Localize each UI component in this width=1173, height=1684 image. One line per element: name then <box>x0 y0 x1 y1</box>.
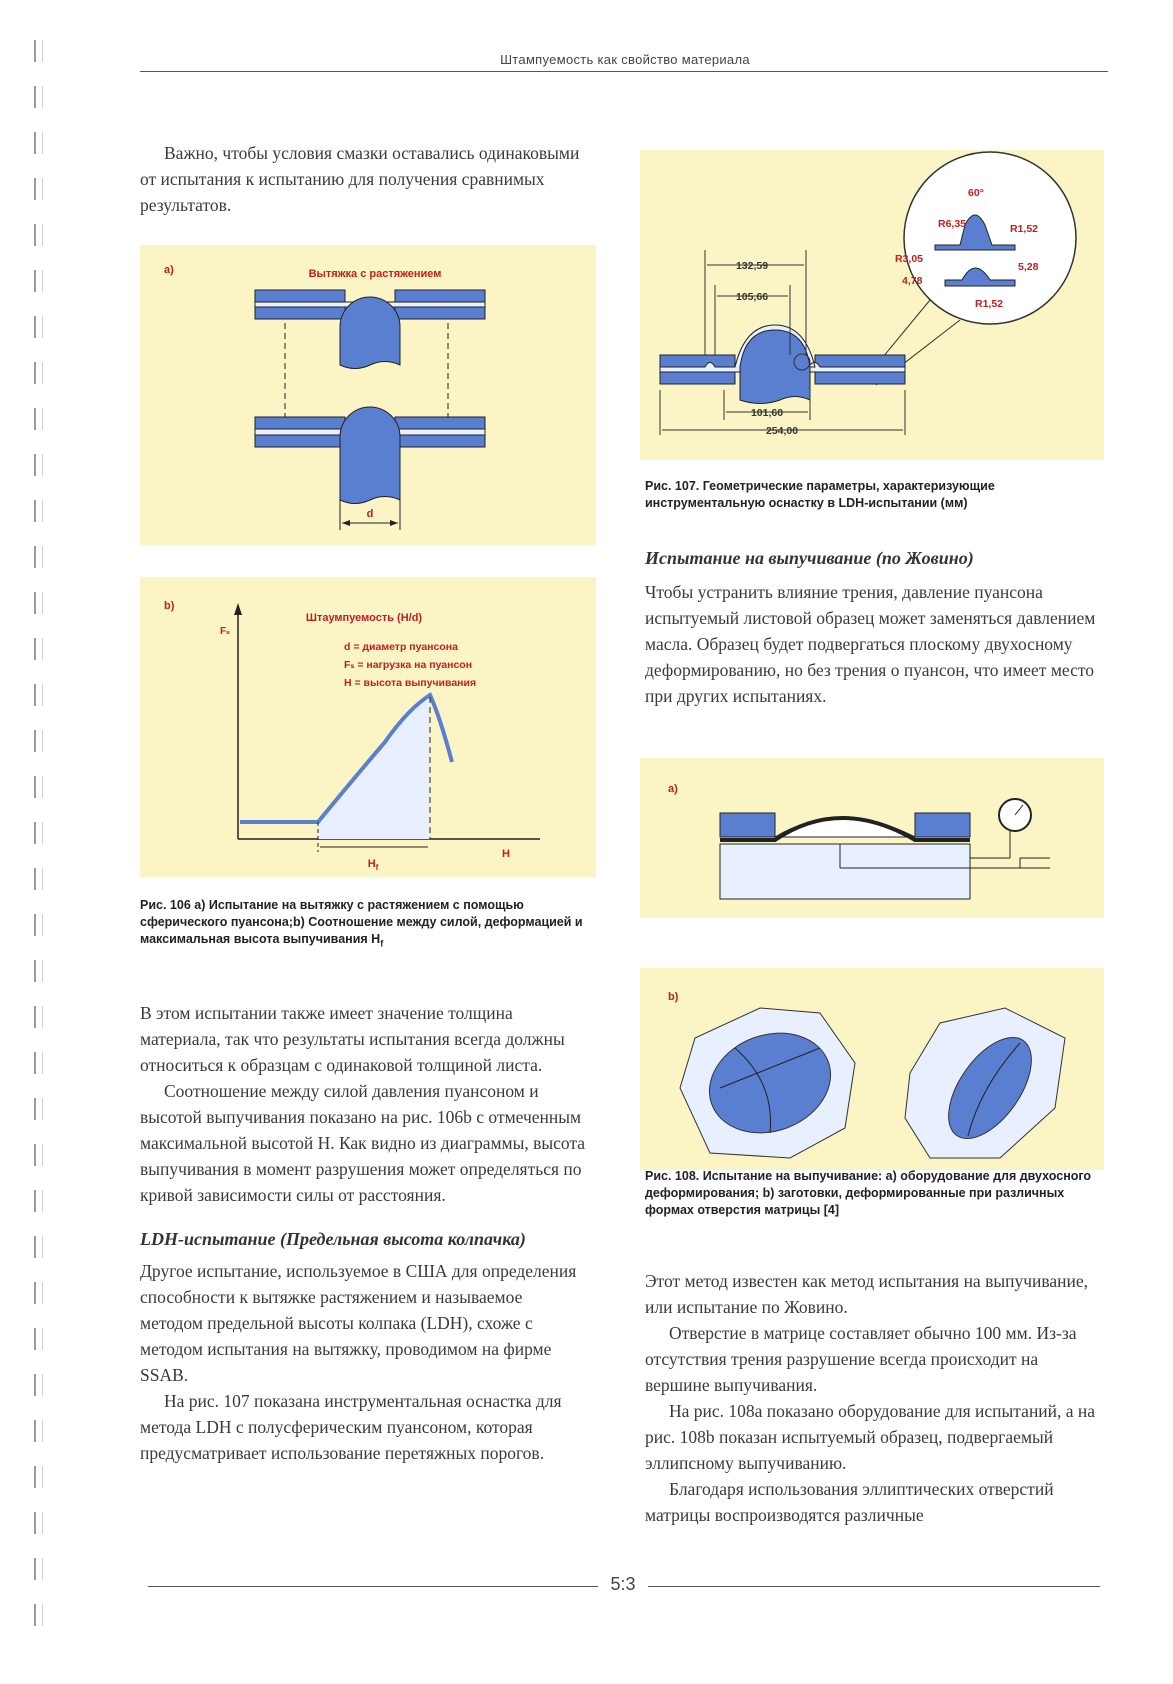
fig107-dim-25400: 254,00 <box>765 425 799 437</box>
figure-106b-drawing <box>140 577 596 877</box>
caption-106-text: Рис. 106 a) Испытание на вытяжку с растяжением с помощью сферического пуансона;b) Соотношение между силой, деформацией и максимальная высота выпучивания $H_f$ <box>140 898 583 949</box>
figure-108a <box>640 758 1104 918</box>
fig106a-label: a) <box>164 264 174 276</box>
page-number: 5:3 <box>610 1574 636 1594</box>
footer-rule-right <box>648 1586 1100 1587</box>
figure-107-drawing <box>640 150 1104 460</box>
right-body-text <box>645 1268 1100 1528</box>
fig107-r528: 5,28 <box>1018 261 1039 273</box>
caption-108: Рис. 108. Испытание на выпучивание: a) оборудование для двухосного деформирования; b) заготовки, деформированные при различных формах отверстия матрицы [4] <box>645 1169 1092 1217</box>
fig107-angle: 60° <box>968 187 984 199</box>
left-body-text <box>140 1000 588 1466</box>
fig106b-title: Штаумпуемость (H/d) <box>305 612 423 624</box>
figure-106a <box>140 245 596 545</box>
caption-107: Рис. 107. Геометрические параметры, характеризующие инструментальную оснастку в LDH-испытании (мм) <box>645 479 995 510</box>
fig106a-title: Вытяжка с растяжением <box>308 268 442 280</box>
fig106b-legend-h: H = высота выпучивания <box>344 677 477 689</box>
fig106b-legend-fs: Fₛ = нагрузка на пуансон <box>344 659 473 671</box>
fig107-dim-10566: 105,66 <box>735 291 769 303</box>
fig107-r635: R6,35 <box>938 218 967 230</box>
figure-107 <box>640 150 1104 460</box>
footer-rule-left <box>148 1586 598 1587</box>
paragraph-relation: Соотношение между силой давления пуансоном и высотой выпучивания показано на рис. 106b с отмеченным максимальной высотой H. Как видно из диаграммы, высота выпучивания в момент разрушения может определяться по кривой зависимости силы от расстояния. <box>140 1081 586 1205</box>
paragraph-fig107: На рис. 107 показана инструментальная оснастка для метода LDH с полусферическим пуансоном, которая предусматривает использование перетяжных порогов. <box>140 1391 562 1463</box>
caption-106 <box>140 897 600 953</box>
paragraph-thickness: В этом испытании также имеет значение толщина материала, так что результаты испытания всегда должны относиться к образцам с одинаковой толщиной листа. <box>140 1003 565 1075</box>
fig107-r152-top: R1,52 <box>1010 223 1039 235</box>
paragraph-elliptical: Благодаря использования эллиптических отверстий матрицы воспроизводятся различные <box>645 1479 1054 1525</box>
figure-106b <box>140 577 596 877</box>
fig108a-label: a) <box>668 783 678 795</box>
fig106b-axis-x: H <box>502 848 510 860</box>
right-jovino-text <box>645 545 1100 709</box>
fig106b-legend-d: d = диаметр пуансона <box>344 641 458 653</box>
binder-edge <box>26 30 46 1670</box>
jovino-heading: Испытание на выпучивание (по Жовино) <box>645 548 974 568</box>
fig106b-axis-y: Fₛ <box>220 626 230 637</box>
paragraph-method: Этот метод известен как метод испытания на выпучивание, или испытание по Жовино. <box>645 1271 1089 1317</box>
fig107-r478: 4,78 <box>902 275 923 287</box>
fig107-dim-10160: 101,60 <box>750 407 784 419</box>
fig107-r305: R3,05 <box>895 253 924 265</box>
figure-108b-drawing <box>640 968 1104 1170</box>
fig106a-d-label: d <box>366 508 374 520</box>
figure-108b <box>640 968 1104 1170</box>
paragraph-oil-pressure: Чтобы устранить влияние трения, давление пуансона испытуемый листовой образец может заменяться давлением масла. Образец будет подвергаться плоскому двухосному деформированию, но без трения о пуансон, что имеет место при других испытаниях. <box>645 582 1096 706</box>
paragraph-die-hole: Отверстие в матрице составляет обычно 100 мм. Из-за отсутствия трения разрушение всегда происходит на вершине выпучивания. <box>645 1323 1077 1395</box>
running-header: Штампуемость как свойство материала <box>500 52 750 67</box>
paragraph-ldh: Другое испытание, используемое в США для определения способности к вытяжке растяжением и называемое методом предельной высоты колпака (LDH), схоже с методом испытания на вытяжку, проводимом на фирме SSAB. <box>140 1261 577 1385</box>
fig108b-label: b) <box>668 991 679 1003</box>
fig106b-hf: $H_f$ <box>367 858 379 872</box>
header-rule <box>140 71 1108 72</box>
fig107-dim-13259: 132,59 <box>735 260 769 272</box>
figure-106a-drawing <box>140 245 596 545</box>
paragraph-fig108: На рис. 108а показано оборудование для испытаний, а на рис. 108b показан испытуемый образец, подвергаемый эллипсному выпучиванию. <box>645 1401 1096 1473</box>
figure-108a-drawing <box>640 758 1104 918</box>
ldh-heading: LDH-испытание (Предельная высота колпачка) <box>140 1229 526 1249</box>
fig106b-label: b) <box>164 600 175 612</box>
fig107-r152-bottom: R1,52 <box>975 298 1004 310</box>
intro-paragraph: Важно, чтобы условия смазки оставались одинаковыми от испытания к испытанию для получения сравнимых результатов. <box>140 143 580 215</box>
